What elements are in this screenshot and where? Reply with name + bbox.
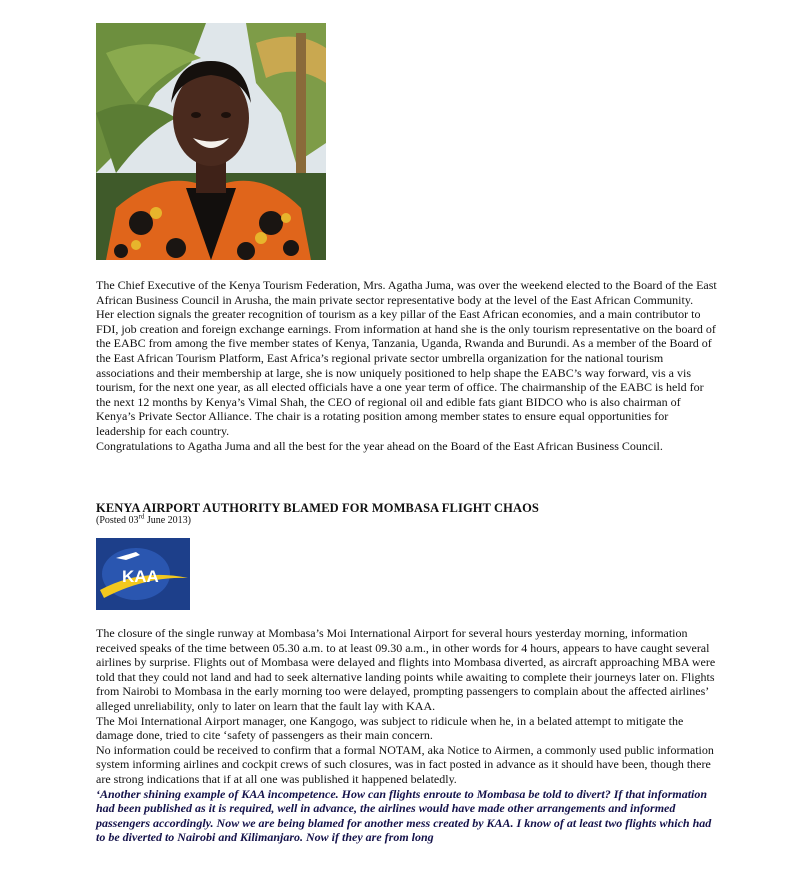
posted-date xyxy=(96,512,192,526)
eye-right xyxy=(221,112,231,118)
intro-paragraph: Congratulations to Agatha Juma and all the best for the year ahead on the Board of the East African Business Council. xyxy=(96,438,663,453)
portrait-illustration xyxy=(96,23,326,260)
article-paragraph: No information could be received to confirm that a formal NOTAM, aka Notice to Airmen, a commonly used public information system informing airlines and cockpit crews of such closures, was in fact posted in advance as it should have been, though there are strong indications that if at all one was published it happened belatedly. xyxy=(96,742,714,786)
intro-paragraph: Her election signals the greater recognition of tourism as a key pillar of the East African economies, and a main contributor to FDI, job creation and foreign exchange earnings. From information at hand she is the only tourism representative on the board of the EABC from among the five member states of Kenya, Tanzania, Uganda, Rwanda and Burundi. As a member of the Board of the East African Tourism Platform, East Africa’s regional private sector umbrella organization for the national tourism associations and their membership at large, she is now uniquely positioned to help shape the EABC’s way forward, vis a vis tourism, for the next one year, as all elected officials have a one year term of office. The chairmanship of the EABC is held for the next 12 months by Kenya’s Vimal Shah, the CEO of regional oil and edible fats giant BIDCO who is also chairman of Kenya’s Private Sector Alliance. The chair is a rotating position among member states to ensure equal opportunities for leadership for each country. xyxy=(96,307,716,438)
eye-left xyxy=(191,112,201,118)
portrait-photo xyxy=(96,23,326,260)
article-body xyxy=(96,626,718,845)
logo-text: KAA xyxy=(122,567,159,586)
article-paragraph: The closure of the single runway at Mombasa’s Moi International Airport for several hours yesterday morning, information received speaks of the time between 05.30 a.m. to at least 09.30 a.m., in other words for 4 hours, appears to have caught several airlines by surprise. Flights out of Mombasa were delayed and flights into Mombasa diverted, as aircraft approaching MBA were told that they could not land and had to seek alternative landing points while awaiting to complete their journeys later on. Flights from Nairobi to Mombasa in the early morning too were delayed, prompting passengers to complain about the affected airlines’ alleged unreliability, only to later on learn that the fault lay with KAA. xyxy=(96,626,716,713)
posted-suffix: June 2013) xyxy=(144,515,192,526)
kaa-logo xyxy=(96,538,190,610)
posted-prefix: (Posted 03 xyxy=(96,515,139,526)
article-paragraph: The Moi International Airport manager, one Kangogo, was subject to ridicule when he, in a belated attempt to mitigate the damage done, tried to cite ‘safety of passengers as their main concern. xyxy=(96,713,684,743)
kaa-logo-graphic xyxy=(96,538,190,610)
article-headline: KENYA AIRPORT AUTHORITY BLAMED FOR MOMBASA FLIGHT CHAOS xyxy=(96,501,539,515)
intro-text xyxy=(96,278,718,453)
article-quote: ‘Another shining example of KAA incompetence. How can flights enroute to Mombasa be told to divert? If that information had been published as it is required, well in advance, the airlines would have made other arrangements and informed passengers accordingly. Now we are being blamed for another mess created by KAA. I know of at least two flights which had to be diverted to Nairobi and Kilimanjaro. Now if they are from long xyxy=(96,786,712,845)
intro-paragraph: The Chief Executive of the Kenya Tourism Federation, Mrs. Agatha Juma, was over the weekend elected to the Board of the East African Business Council in Arusha, the main private sector representative body at the level of the East African Community. xyxy=(96,278,717,307)
posted-sup: rd xyxy=(138,512,145,521)
